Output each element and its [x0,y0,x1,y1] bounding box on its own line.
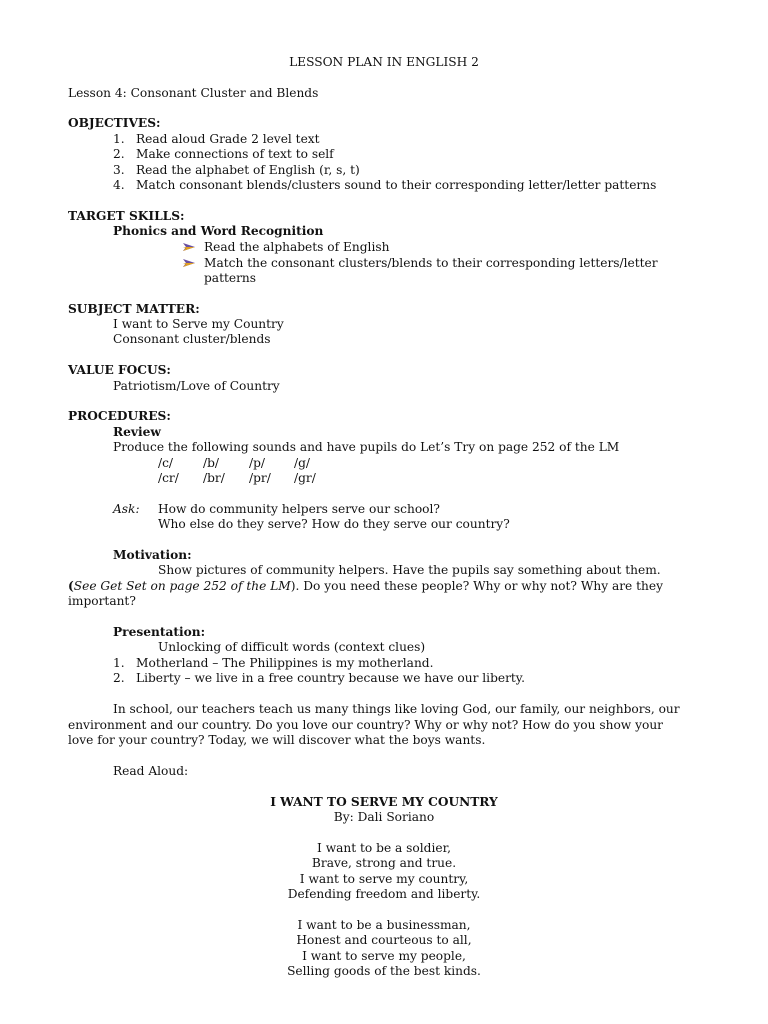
sound-item: /b/ [203,456,220,470]
sound-item: /br/ [203,471,225,485]
poem-line: I want to be a businessman, [297,918,471,932]
motivation-text-line3: important? [68,594,136,608]
poem-line: I want to be a soldier, [317,841,451,855]
poem-line: Honest and courteous to all, [296,933,472,947]
motivation-heading: Motivation: [113,548,192,562]
word-number: 2. [113,671,125,685]
objective-item: Make connections of text to self [136,147,334,161]
paragraph-line: In school, our teachers teach us many things like loving God, our family, our neighbors, our [113,702,680,716]
target-skills-subheading: Phonics and Word Recognition [113,224,324,238]
objective-number: 4. [113,178,125,192]
motivation-text: Show pictures of community helpers. Have the pupils say something about them. [158,563,661,577]
objective-item: Read aloud Grade 2 level text [136,132,320,146]
poem-line: Brave, strong and true. [311,856,457,870]
objective-item: Read the alphabet of English (r, s, t) [136,163,360,177]
arrow-bullet-icon [182,257,196,269]
subject-matter-heading: SUBJECT MATTER: [68,302,200,316]
objective-number: 3. [113,163,125,177]
target-skills-heading: TARGET SKILLS: [68,209,185,223]
target-skill-item-continued: patterns [204,271,257,285]
subject-matter-line: Consonant cluster/blends [113,332,271,346]
ask-question: How do community helpers serve our school? [158,502,440,516]
paragraph-line: environment and our country. Do you love our country? Why or why not? How do you show your [68,718,664,732]
sound-item: /g/ [294,456,311,470]
word-number: 1. [113,656,125,670]
target-skill-item: Read the alphabets of English [204,240,390,254]
motivation-text-line2 [68,579,663,595]
sound-item: /p/ [249,456,266,470]
document-title: LESSON PLAN IN ENGLISH 2 [289,55,479,69]
motivation-reference: See Get Set on page 252 of the LM [73,579,291,593]
vocabulary-item: Motherland – The Philippines is my motherland. [136,656,434,670]
subject-matter-line: I want to Serve my Country [113,317,284,331]
motivation-text-rest: ). Do you need these people? Why or why not? Why are they [290,579,663,593]
objective-item: Match consonant blends/clusters sound to their corresponding letter/letter patterns [136,178,657,192]
poem-line: I want to serve my country, [299,872,469,886]
procedures-heading: PROCEDURES: [68,409,171,423]
objective-number: 2. [113,147,125,161]
value-focus-heading: VALUE FOCUS: [68,363,171,377]
poem-title: I WANT TO SERVE MY COUNTRY [270,795,498,809]
presentation-heading: Presentation: [113,625,206,639]
arrow-bullet-icon [182,241,196,253]
review-heading: Review [113,425,161,439]
target-skill-item: Match the consonant clusters/blends to their corresponding letters/letter [204,256,658,270]
read-aloud-label: Read Aloud: [113,764,189,778]
review-text: Produce the following sounds and have pupils do Let’s Try on page 252 of the LM [113,440,620,454]
presentation-intro: Unlocking of difficult words (context clues) [158,640,426,654]
poem-line: Selling goods of the best kinds. [287,964,481,978]
vocabulary-item: Liberty – we live in a free country because we have our liberty. [136,671,525,685]
sound-item: /c/ [158,456,174,470]
objective-number: 1. [113,132,125,146]
paragraph-line: love for your country? Today, we will discover what the boys wants. [68,733,486,747]
paren-open: ( [68,579,74,593]
ask-label: Ask: [113,502,140,516]
poem-line: Defending freedom and liberty. [287,887,481,901]
poem-author: By: Dali Soriano [333,810,435,824]
sound-item: /gr/ [294,471,316,485]
ask-question: Who else do they serve? How do they serve our country? [158,517,510,531]
objectives-heading: OBJECTIVES: [68,116,161,130]
lesson-heading: Lesson 4: Consonant Cluster and Blends [68,86,319,100]
sound-item: /pr/ [249,471,271,485]
value-focus-text: Patriotism/Love of Country [113,379,280,393]
sound-item: /cr/ [158,471,179,485]
poem-line: I want to serve my people, [302,949,466,963]
